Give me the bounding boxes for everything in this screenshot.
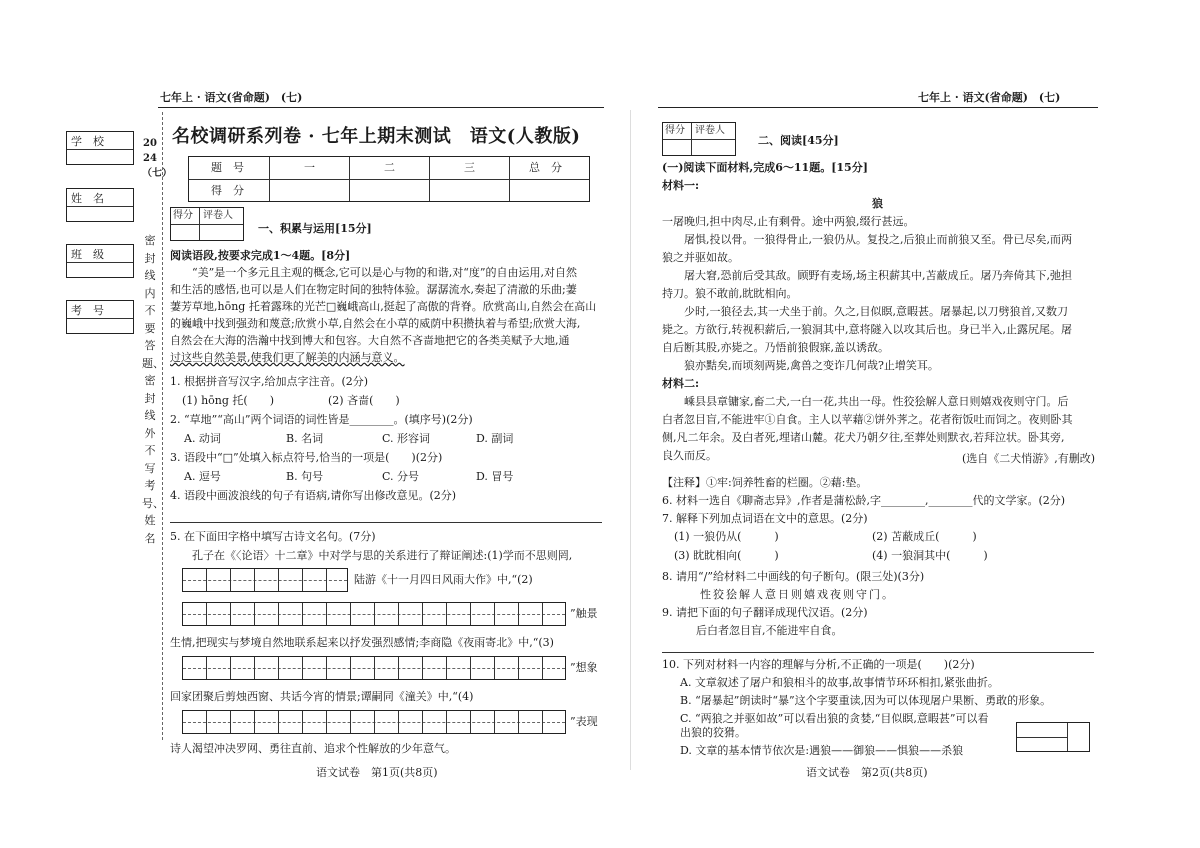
material1-line: 屠惧,投以骨。一狼得骨止,一狼仍从。复投之,后狼止而前狼又至。骨已尽矣,而两: [662, 233, 1072, 246]
material1-line: 狼亦黠矣,而顷刻两毙,禽兽之变诈几何哉?止增笑耳。: [662, 359, 939, 372]
q5-line: ”想象: [570, 661, 598, 674]
tianzi-grid-2[interactable]: [182, 656, 566, 680]
question-6: 6. 材料一选自《聊斋志异》,作者是蒲松龄,字________,________代的文学家。(2分): [662, 494, 1066, 507]
q10-option-a[interactable]: A. 文章叙述了屠户和狼相斗的故事,故事情节环环相扣,紧张曲折。: [680, 676, 999, 689]
q5-line: ”触景: [570, 607, 598, 620]
scorer-box-2: 得分 评卷人: [662, 122, 736, 156]
q7-item-3[interactable]: (3) 眈眈相向( ): [674, 549, 779, 562]
seal-line-text: 密封线内不要答题、密封线外不写考号、姓名: [142, 234, 164, 545]
header-rule-left: [158, 107, 604, 108]
passage-line-wavy: 过这些自然美景,使我们更了解美的内涵与意义。: [170, 351, 405, 364]
material2-line: 嵊县县章镛家,畜二犬,一白一花,共出一母。性狡狯解人意日则嬉戏夜则守门。后: [662, 395, 1069, 408]
page-title: 名校调研系列卷 · 七年上期末测试 语文(人教版): [172, 126, 581, 147]
q2-option-b[interactable]: B. 名词: [286, 432, 324, 445]
q5-line: 回家团聚后剪烛西窗、共话今宵的情景;谭嗣同《潼关》中,“(4): [170, 690, 474, 703]
scorer-box-1: 得分 评卷人: [170, 207, 244, 241]
score-header-3: 三: [464, 161, 475, 174]
q5-line: 生情,把现实与梦境自然地联系起来以抒发强烈感情;李商隐《夜雨寄北》中,“(3): [170, 636, 554, 649]
q10-option-c-cont: 出狼的狡猾。: [680, 726, 746, 739]
name-field[interactable]: 姓 名: [66, 188, 134, 222]
q10-option-b[interactable]: B. “屠暴起”朗读时“暴”这个字要重读,因为可以体现屠户果断、勇敢的形象。: [680, 694, 1052, 707]
part1-intro: (一)阅读下面材料,完成6～11题。[15分]: [662, 161, 868, 174]
material2-line: 良久而反。: [662, 449, 717, 462]
header-left: 七年上 · 语文(省命题) (七): [160, 91, 303, 104]
score-header-number: 题 号: [211, 161, 244, 174]
question-4: 4. 语段中画波浪线的句子有语病,请你写出修改意见。(2分): [170, 489, 457, 502]
q5-line: ”表现: [570, 715, 598, 728]
center-fold: [630, 110, 631, 770]
q1-item-1[interactable]: (1) hōng 托( ): [182, 394, 274, 407]
passage-line: 和生活的感悟,也可以是人们在物定时间的独特体验。潺潺流水,奏起了清澈的乐曲;萋: [170, 283, 577, 296]
seat-number-box[interactable]: [1016, 722, 1090, 752]
exam-number-field[interactable]: 考 号: [66, 300, 134, 334]
header-rule-right: [658, 107, 1098, 108]
material2-line: 白者忽目盲,不能进牢①自食。主人以苹藉②饼外荠之。花者衔饭吐而饲之。夜则卧其: [662, 413, 1073, 426]
q9-sentence: 后白者忽目盲,不能进牢自食。: [696, 624, 843, 637]
q3-option-c[interactable]: C. 分号: [382, 470, 420, 483]
tianzi-grid-0[interactable]: [182, 568, 348, 592]
score-header-1: 一: [304, 161, 315, 174]
q7-item-1[interactable]: (1) 一狼仍从( ): [674, 530, 779, 543]
q9-answer-line[interactable]: [662, 652, 1094, 653]
q2-option-c[interactable]: C. 形容词: [382, 432, 431, 445]
material1-line: 屠大窘,恐前后受其敌。顾野有麦场,场主积薪其中,苫蔽成丘。屠乃奔倚其下,弛担: [662, 269, 1072, 282]
header-right: 七年上 · 语文(省命题) (七): [918, 91, 1061, 104]
q3-option-d[interactable]: D. 冒号: [476, 470, 514, 483]
question-7: 7. 解释下列加点词语在文中的意思。(2分): [662, 512, 868, 525]
question-5: 5. 在下面田字格中填写古诗文名句。(7分): [170, 530, 376, 543]
source-note: (选自《二犬悄游》,有删改): [962, 452, 1096, 465]
material1-line: 一屠晚归,担中肉尽,止有剩骨。途中两狼,缀行甚远。: [662, 215, 915, 228]
page1-footer: 语文试卷 第1页(共8页): [316, 766, 438, 779]
material1-line: 持刀。狼不敢前,眈眈相向。: [662, 287, 798, 300]
class-field[interactable]: 班 级: [66, 244, 134, 278]
q3-option-a[interactable]: A. 逗号: [184, 470, 221, 483]
material1-label: 材料一:: [662, 179, 700, 192]
tianzi-grid-3[interactable]: [182, 710, 566, 734]
material1-line: 自后断其股,亦毙之。乃悟前狼假寐,盖以诱敌。: [662, 341, 889, 354]
q7-item-2[interactable]: (2) 苫蔽成丘( ): [872, 530, 977, 543]
passage-line: “美”是一个多元且主观的概念,它可以是心与物的和谐,对“度”的自由运用,对自然: [170, 266, 577, 279]
page2-footer: 语文试卷 第2页(共8页): [806, 766, 928, 779]
q1-item-2[interactable]: (2) 吝啬( ): [328, 394, 400, 407]
q3-option-b[interactable]: B. 句号: [286, 470, 324, 483]
q5-line: 诗人渴望冲决罗网、勇往直前、追求个性解放的少年意气。: [170, 742, 456, 755]
score-row-label: 得 分: [211, 184, 244, 197]
section2-title: 二、阅读[45分]: [758, 134, 839, 147]
question-3: 3. 语段中“□”处填入标点符号,恰当的一项是( )(2分): [170, 451, 443, 464]
question-9: 9. 请把下面的句子翻译成现代汉语。(2分): [662, 606, 868, 619]
q5-line: 孔子在《〈论语〉十二章》中对学与思的关系进行了辩证阐述:(1)学而不思则罔,: [170, 549, 573, 562]
q10-option-c[interactable]: C. “两狼之并驱如故”可以看出狼的贪婪,“目似瞑,意暇甚”可以看: [680, 712, 989, 725]
score-header-total: 总 分: [529, 161, 562, 174]
q2-option-a[interactable]: A. 动词: [184, 432, 221, 445]
seal-line: [162, 112, 163, 740]
q2-option-d[interactable]: D. 副词: [476, 432, 514, 445]
question-1: 1. 根据拼音写汉字,给加点字注音。(2分): [170, 375, 369, 388]
material1-line: 毙之。方欲行,转视积薪后,一狼洞其中,意将隧入以攻其后也。身已半入,止露尻尾。屠: [662, 323, 1072, 336]
material2-label: 材料二:: [662, 377, 700, 390]
passage-line: 的巍峨中找到强劲和蔑意;欣赏小草,自然会在小草的威荫中积攒执着与希望;欣赏大海,: [170, 317, 581, 330]
passage-line: 萋芳草地,hōng 托着露珠的光芒□巍峨高山,挺起了高傲的背脊。欣赏高山,自然会在高山: [170, 300, 597, 313]
section1-title: 一、积累与运用[15分]: [258, 222, 372, 235]
q8-sentence[interactable]: 性狡狯解人意日则嬉戏夜则守门。: [700, 588, 895, 601]
material1-title: 狼: [872, 197, 883, 210]
score-header-2: 二: [384, 161, 395, 174]
material1-line: 少时,一狼径去,其一犬坐于前。久之,目似瞑,意暇甚。屠暴起,以刀劈狼首,又数刀: [662, 305, 1068, 318]
school-field[interactable]: 学 校: [66, 131, 134, 165]
q5-line: 陆游《十一月四日风雨大作》中,“(2): [354, 573, 533, 586]
question-2: 2. “草地”“高山”两个词语的词性皆是________。(填序号)(2分): [170, 413, 473, 426]
q7-item-4[interactable]: (4) 一狼洞其中( ): [872, 549, 988, 562]
tianzi-grid-1[interactable]: [182, 602, 566, 626]
question-10: 10. 下列对材料一内容的理解与分析,不正确的一项是( )(2分): [662, 658, 975, 671]
score-table: [188, 156, 590, 202]
material2-line: 侧,凡二年余。及白者死,埋诸山麓。花犬乃朝夕往,至葬处则默衣,若拜泣状。卧其旁,: [662, 431, 1065, 444]
year-label: 2024（七）: [142, 138, 172, 179]
q-intro: 阅读语段,按要求完成1～4题。[8分]: [170, 249, 351, 262]
q10-option-d[interactable]: D. 文章的基本情节依次是:遇狼——御狼——惧狼——杀狼: [680, 744, 964, 757]
notes: 【注释】①牢:饲养牲畜的栏圈。②藉:垫。: [662, 476, 868, 489]
material1-line: 狼之并驱如故。: [662, 251, 739, 264]
q4-answer-line[interactable]: [170, 522, 602, 523]
question-8: 8. 请用“/”给材料二中画线的句子断句。(限三处)(3分): [662, 570, 925, 583]
passage-line: 自然会在大海的浩瀚中找到博大和包容。大自然不吝啬地把它的各类美赋予大地,通: [170, 334, 570, 347]
